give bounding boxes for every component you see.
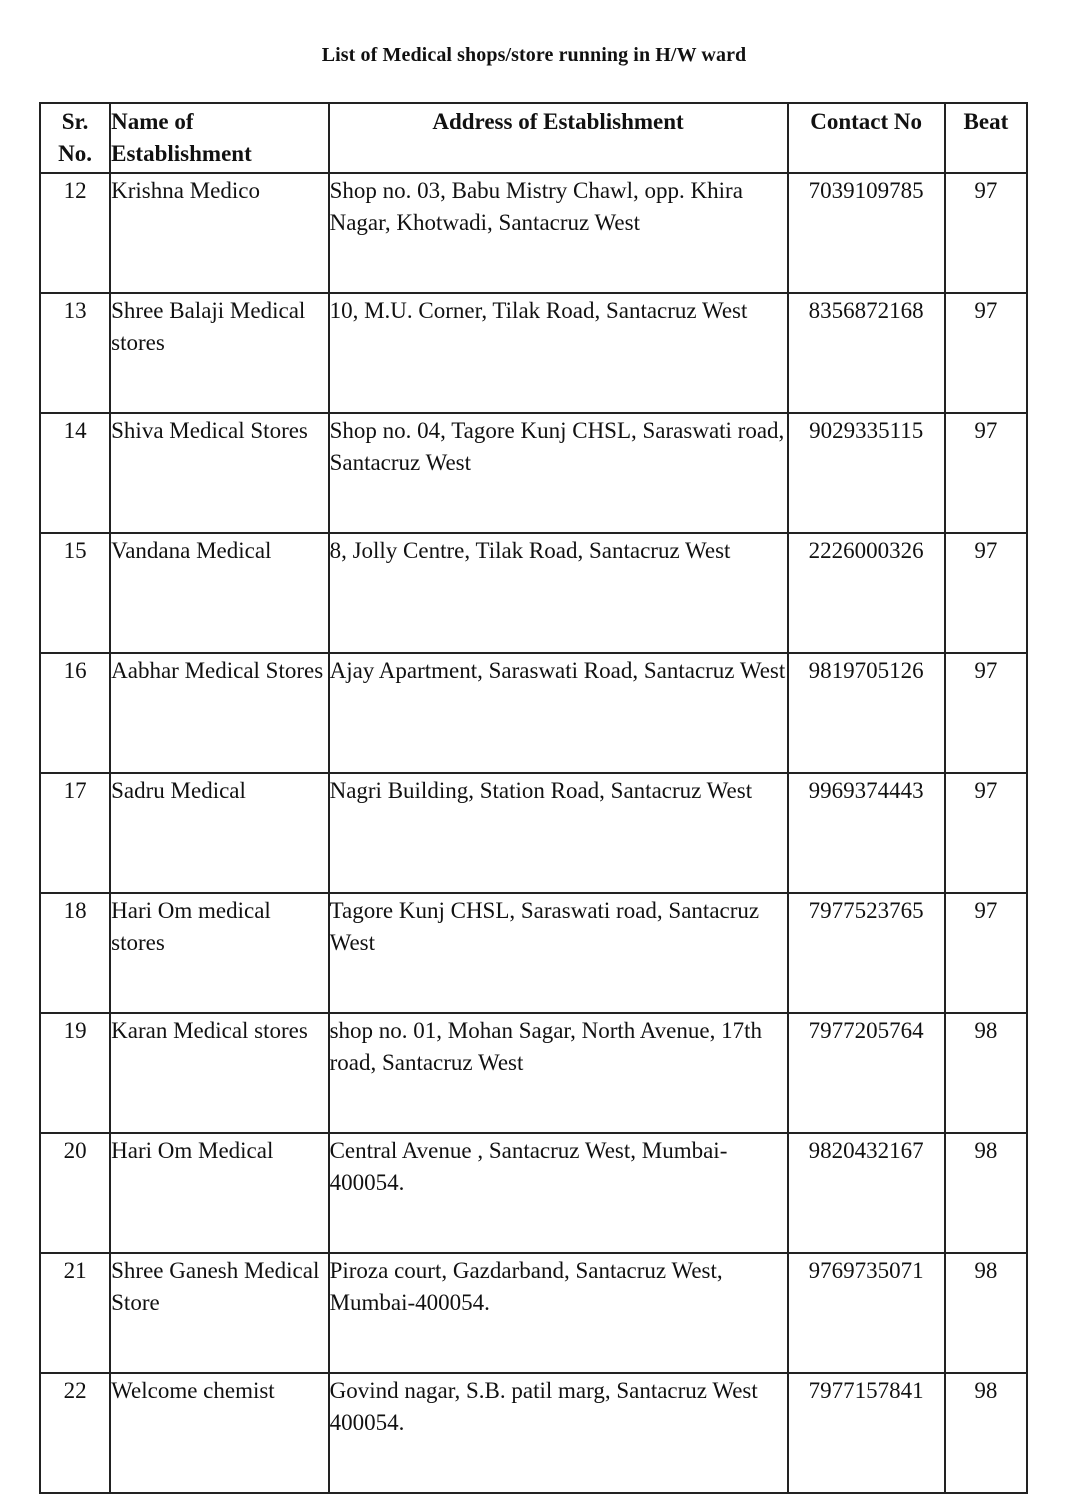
cell-establishment-name: Shiva Medical Stores <box>110 413 328 533</box>
cell-address: 8, Jolly Centre, Tilak Road, Santacruz West <box>329 533 788 653</box>
cell-beat: 97 <box>945 293 1027 413</box>
cell-beat: 97 <box>945 653 1027 773</box>
header-name-line1: Name of <box>111 109 194 134</box>
cell-address: shop no. 01, Mohan Sagar, North Avenue, 17th road, Santacruz West <box>329 1013 788 1133</box>
header-name-line2: Establishment <box>111 141 252 166</box>
cell-establishment-name: Aabhar Medical Stores <box>110 653 328 773</box>
cell-contact-no: 9029335115 <box>788 413 945 533</box>
cell-establishment-name: Hari Om medical stores <box>110 893 328 1013</box>
cell-address: Shop no. 04, Tagore Kunj CHSL, Saraswati road, Santacruz West <box>329 413 788 533</box>
cell-beat: 98 <box>945 1013 1027 1133</box>
cell-beat: 98 <box>945 1253 1027 1373</box>
header-contact: Contact No <box>788 103 945 173</box>
table-row <box>40 653 1027 773</box>
cell-establishment-name: Karan Medical stores <box>110 1013 328 1133</box>
cell-sr-no: 21 <box>40 1253 110 1373</box>
cell-establishment-name: Welcome chemist <box>110 1373 328 1493</box>
cell-contact-no: 9819705126 <box>788 653 945 773</box>
cell-address: Tagore Kunj CHSL, Saraswati road, Santacruz West <box>329 893 788 1013</box>
header-beat: Beat <box>945 103 1027 173</box>
header-no-label: No. <box>58 141 92 166</box>
cell-beat: 97 <box>945 773 1027 893</box>
table-row <box>40 1013 1027 1133</box>
cell-address: Shop no. 03, Babu Mistry Chawl, opp. Khira Nagar, Khotwadi, Santacruz West <box>329 173 788 293</box>
cell-address: 10, M.U. Corner, Tilak Road, Santacruz West <box>329 293 788 413</box>
header-row <box>40 103 1027 173</box>
cell-address: Nagri Building, Station Road, Santacruz West <box>329 773 788 893</box>
cell-establishment-name: Sadru Medical <box>110 773 328 893</box>
cell-sr-no: 13 <box>40 293 110 413</box>
cell-contact-no: 7977205764 <box>788 1013 945 1133</box>
cell-contact-no: 2226000326 <box>788 533 945 653</box>
page-title: List of Medical shops/store running in H/W ward <box>321 44 747 66</box>
cell-contact-no: 7039109785 <box>788 173 945 293</box>
cell-beat: 98 <box>945 1373 1027 1493</box>
cell-address: Govind nagar, S.B. patil marg, Santacruz West 400054. <box>329 1373 788 1493</box>
cell-sr-no: 22 <box>40 1373 110 1493</box>
cell-sr-no: 19 <box>40 1013 110 1133</box>
cell-beat: 97 <box>945 413 1027 533</box>
table-row <box>40 1253 1027 1373</box>
table-row <box>40 173 1027 293</box>
cell-establishment-name: Vandana Medical <box>110 533 328 653</box>
cell-sr-no: 15 <box>40 533 110 653</box>
cell-sr-no: 20 <box>40 1133 110 1253</box>
cell-beat: 98 <box>945 1133 1027 1253</box>
cell-establishment-name: Shree Balaji Medical stores <box>110 293 328 413</box>
header-name <box>110 103 328 173</box>
cell-contact-no: 9769735071 <box>788 1253 945 1373</box>
header-sr-label: Sr. <box>61 109 89 134</box>
medical-shops-table <box>39 102 1028 1494</box>
table-row <box>40 773 1027 893</box>
table-body <box>40 173 1027 1493</box>
cell-sr-no: 12 <box>40 173 110 293</box>
cell-address: Piroza court, Gazdarband, Santacruz West, Mumbai-400054. <box>329 1253 788 1373</box>
cell-contact-no: 9969374443 <box>788 773 945 893</box>
cell-beat: 97 <box>945 893 1027 1013</box>
cell-sr-no: 16 <box>40 653 110 773</box>
cell-establishment-name: Krishna Medico <box>110 173 328 293</box>
cell-establishment-name: Shree Ganesh Medical Store <box>110 1253 328 1373</box>
cell-sr-no: 17 <box>40 773 110 893</box>
table-row <box>40 413 1027 533</box>
table-row <box>40 293 1027 413</box>
table-row <box>40 1373 1027 1493</box>
table-row <box>40 1133 1027 1253</box>
header-address: Address of Establishment <box>329 103 788 173</box>
cell-address: Ajay Apartment, Saraswati Road, Santacruz West <box>329 653 788 773</box>
cell-beat: 97 <box>945 173 1027 293</box>
cell-contact-no: 8356872168 <box>788 293 945 413</box>
cell-contact-no: 7977157841 <box>788 1373 945 1493</box>
cell-beat: 97 <box>945 533 1027 653</box>
cell-contact-no: 7977523765 <box>788 893 945 1013</box>
cell-contact-no: 9820432167 <box>788 1133 945 1253</box>
cell-establishment-name: Hari Om Medical <box>110 1133 328 1253</box>
cell-sr-no: 14 <box>40 413 110 533</box>
cell-address: Central Avenue , Santacruz West, Mumbai-400054. <box>329 1133 788 1253</box>
table-row <box>40 893 1027 1013</box>
table-row <box>40 533 1027 653</box>
cell-sr-no: 18 <box>40 893 110 1013</box>
header-sr-no <box>40 103 110 173</box>
